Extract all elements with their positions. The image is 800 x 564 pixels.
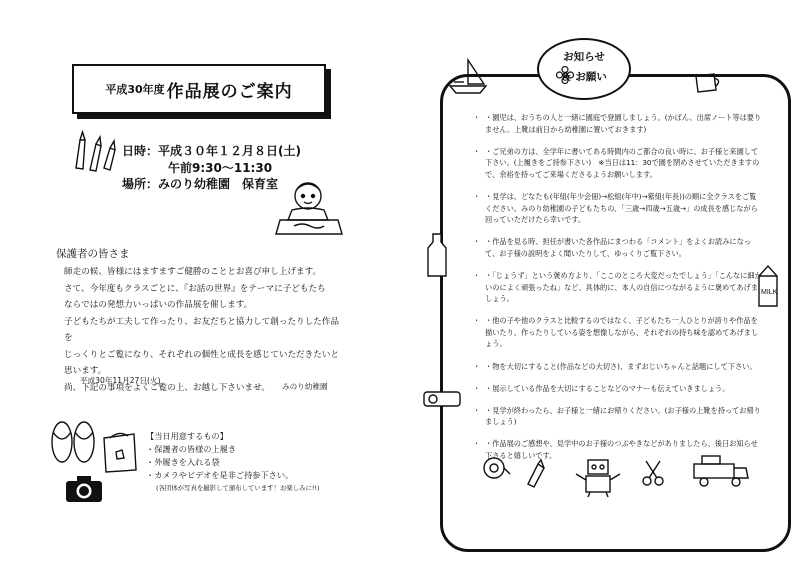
- svg-text:MILK: MILK: [761, 289, 778, 296]
- toy-truck-icon: [690, 452, 752, 488]
- items-to-bring: [146, 430, 366, 495]
- scissors-icon: [640, 458, 666, 488]
- notice-title-2: ＆ お願い: [561, 71, 607, 83]
- letter-line: 思います。: [64, 366, 107, 376]
- sailboat-icon: [446, 56, 490, 96]
- item: ・保護者の皆様の上履き: [146, 444, 237, 454]
- title-banner: [72, 64, 326, 114]
- event-time: 午前9:30〜11:30: [168, 161, 273, 175]
- greeting: 保護者の皆さま: [56, 248, 130, 260]
- letter-sender: みのり幼稚園: [282, 382, 328, 391]
- flower-icon: [556, 66, 574, 84]
- glue-stick-icon: [524, 458, 548, 488]
- letter-date: 平成30年11月27日(火): [80, 376, 161, 385]
- robot-icon: [572, 456, 624, 498]
- items-note: (各団体が写真を撮影して頒布しています！お楽しみに!!): [156, 484, 320, 492]
- letter-line: 師走の候、皆様にはますますご健勝のこととお喜び申し上げます。: [64, 267, 322, 277]
- event-date: 日時：平成３０年１２月８日(土): [122, 144, 301, 158]
- notice-item: ・ ・作品を見る時、担任が書いた各作品にまつわる「コメント」をよくお読みになって、お子様の説明をよく聞いたりして、ゆっくりご覧下さい。: [476, 236, 762, 259]
- notice-item: ・ ・「じょうず」という褒め方より、「ここのところ大変だったでしょう」「こんなに細かいのによく頑張ったね」など、具体的に、本人の自信につながるように褒めてあげましょう。: [476, 270, 762, 305]
- notice-item: ・ ・作品展のご感想や、見学中のお子様のつぶやきなどがありましたら、後日お知らせ下さると嬉しいです。: [476, 438, 762, 461]
- lunch-ticket-icon: [422, 388, 462, 410]
- letter-line: ならではの発想力いっぱいの作品展を催します。: [64, 300, 253, 310]
- notice-item: ・ ・物を大切にすること(作品などの大切さ)、まずおじいちゃんと話題にして下さい。: [476, 361, 762, 373]
- letter-line: さて、今年度もクラスごとに、『お話の世界』をテーマに子どもたち: [64, 283, 326, 294]
- letter-line: 子どもたちが工夫して作ったり、お友だちと協力して創ったりした作品を: [64, 316, 340, 343]
- item: ・カメラやビデオを是非ご持参下さい。: [146, 470, 294, 480]
- item: ・外履きを入れる袋: [146, 457, 220, 467]
- letter-line: じっくりとご覧になり、それぞれの個性と成長を感じていただきたいと: [64, 349, 340, 360]
- notice-item: ・ ・展示している作品を大切にすることなどのマナーも伝えていきましょう。: [476, 383, 762, 395]
- title-era: 平成30年度: [105, 83, 165, 96]
- notice-item: ・ ・見学が終わったら、お子様と一緒にお帰りください。(お子様の上靴を持ってお帰りましょう): [476, 405, 762, 428]
- bottle-icon: [424, 232, 450, 278]
- notice-item: ・ ・他の子や他のクラスと比較するのではなく、子どもたち一人ひとりが誇りや作品を描いたり、作ったりしている姿を想像しながら、それぞれの持ち味を認めてあげましょう。: [476, 315, 762, 350]
- page-title: 作品展のご案内: [166, 81, 293, 102]
- cup-icon: [694, 70, 722, 94]
- notice-item: ・ ・園児は、おうちの人と一緒に園庭で登園しましょう。(かばん、出席ノート等は要りません。上靴は前日から幼稚園に置いておきます): [476, 112, 762, 135]
- notice-item: ・ ・見学は、どなたも(年組(年少会冊)→松組(年中)→紫組(年長))の順に全クラスをご覧ください。みのり幼稚園の子どもたちの、「三歳→四歳→五歳→」の成長を感じながら回っていただけたら幸いです。: [476, 191, 762, 226]
- crayons-icon: [70, 128, 118, 174]
- tape-icon: [480, 454, 512, 482]
- bag-icon: [100, 430, 140, 474]
- items-heading: 【当日用意するもの】: [146, 431, 228, 441]
- notice-item: ・ ・ご兄弟の方は、全学年に書いてある時間内のご都合の良い時に、お子様と来園して下さい。(上履きをご持参下さい) ※当日は11：30で園を閉めさせていただきますので、余裕を持ってご来場くださるようお願いします。: [476, 146, 762, 181]
- camera-icon: [64, 474, 104, 504]
- notice-list: [476, 112, 762, 472]
- slippers-icon: [44, 418, 102, 464]
- notice-heading: [537, 38, 631, 100]
- event-place: 場所：みのり幼稚園 保育室: [122, 177, 279, 191]
- child-drawing-illustration: [272, 176, 346, 240]
- letter-line: 尚、下記の事項をよくご覧の上、お越し下さいませ。: [64, 382, 270, 393]
- notice-title-1: お知らせ: [563, 51, 605, 63]
